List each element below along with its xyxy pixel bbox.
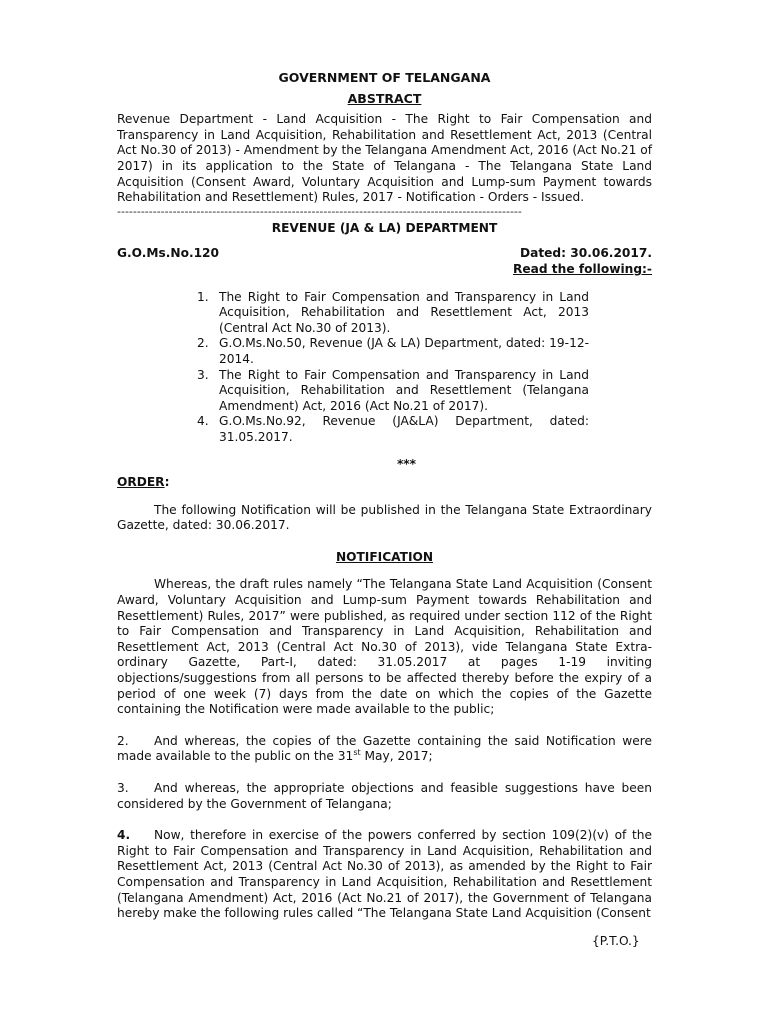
references-list (117, 290, 652, 446)
read-following-heading: Read the following:- (512, 261, 652, 276)
paragraph-number: 2. (117, 733, 129, 748)
paragraph-number: 3. (117, 780, 129, 795)
order-colon: : (164, 475, 170, 490)
notification-paragraph-4 (117, 828, 652, 922)
reference-number: 2. (197, 336, 209, 351)
notification-paragraph-1: Whereas, the draft rules namely “The Telangana State Land Acquisition (Consent Award, Voluntary Acquisition and Lump-sum Payment towards Rehabilitation and Resettlement) Rules, 2017” were published, as required under section 112 of the Right to Fair Compensation and Transparency in Land Acquisition, Rehabilitation and Resettlement Act, 2013 (Central Act No.30 of 2013), vide Telangana State Extra-ordinary Gazette, Part-I, dated: 31.05.2017 at pages 1-19 inviting objections/suggestions from all persons to be affected thereby before the expiry of a period of one week (7) days from the date on which the copies of the Gazette containing the Notification were made available to the public; (117, 577, 652, 717)
reference-item (197, 414, 652, 445)
order-heading (117, 475, 652, 503)
notification-heading: NOTIFICATION (335, 549, 434, 564)
separator-line: ------------------------------------------------------------------------------------------------------ (117, 205, 522, 217)
go-number: G.O.Ms.No.120 (117, 246, 220, 261)
reference-text: The Right to Fair Compensation and Transparency in Land Acquisition, Rehabilitation and Resettlement (Telangana Amendment) Act, 2016 (Act No.21 of 2017). (219, 367, 589, 413)
order-label: ORDER (117, 475, 165, 490)
reference-number: 1. (197, 289, 209, 304)
paragraph-text: And whereas, the copies of the Gazette containing the said Notification were made available to the public on the 31 (117, 733, 652, 764)
reference-text: G.O.Ms.No.50, Revenue (JA & LA) Department, dated: 19-12-2014. (219, 336, 589, 366)
document-body (117, 70, 652, 938)
abstract-heading: ABSTRACT (347, 90, 422, 106)
reference-item (197, 336, 652, 367)
reference-number: 4. (197, 414, 209, 429)
department-heading: REVENUE (JA & LA) DEPARTMENT (271, 220, 498, 235)
notification-paragraph-3 (117, 781, 652, 812)
reference-text: G.O.Ms.No.92, Revenue (JA&LA) Department, dated: 31.05.2017. (219, 414, 589, 444)
go-date: Dated: 30.06.2017. (519, 246, 652, 261)
reference-item (197, 290, 652, 337)
go-reference-row (117, 246, 652, 262)
reference-number: 3. (197, 367, 209, 382)
paragraph-text: Now, therefore in exercise of the powers conferred by section 109(2)(v) of the Right to Fair Compensation and Transparency in Land Acquisition, Rehabilitation and Resettlement Act, 2013 (Central Act No.30 of 2013), as amended by the Right to Fair Compensation and Transparency in Land Acquisition, Rehabilitation and Resettlement (Telangana Amendment) Act, 2016 (Act No.21 of 2017), the Government of Telangana hereby make the following rules called “The Telangana State Land Acquisition (Consent (117, 828, 652, 921)
page-turn-marker: {P.T.O.} (592, 934, 640, 948)
paragraph-number: 4. (117, 828, 131, 843)
abstract-text: Revenue Department - Land Acquisition - The Right to Fair Compensation and Transparency in Land Acquisition, Rehabilitation and Resettlement Act, 2013 (Central Act No.30 of 2013) - Amendment by the Telangana Amendment Act, 2016 (Act No.21 of 2017) in its application to the State of Telangana - The Telangana State Land Acquisition (Consent Award, Voluntary Acquisition and Lump-sum Payment towards Rehabilitation and Resettlement) Rules, 2017 - Notification - Orders - Issued. (117, 112, 652, 205)
reference-item (197, 368, 652, 415)
government-title: GOVERNMENT OF TELANGANA (278, 70, 491, 85)
paragraph-text: And whereas, the appropriate objections and feasible suggestions have been considered by the Government of Telangana; (117, 780, 652, 811)
reference-text: The Right to Fair Compensation and Transparency in Land Acquisition, Rehabilitation and Resettlement Act, 2013 (Central Act No.30 of 2013). (219, 289, 589, 335)
ordinal-suffix: st (353, 748, 361, 758)
section-divider-stars: *** (396, 457, 417, 472)
notification-paragraph-2 (117, 734, 652, 765)
order-text: The following Notification will be published in the Telangana State Extraordinary Gazette, dated: 30.06.2017. (117, 502, 652, 533)
paragraph-text-end: May, 2017; (360, 749, 433, 764)
